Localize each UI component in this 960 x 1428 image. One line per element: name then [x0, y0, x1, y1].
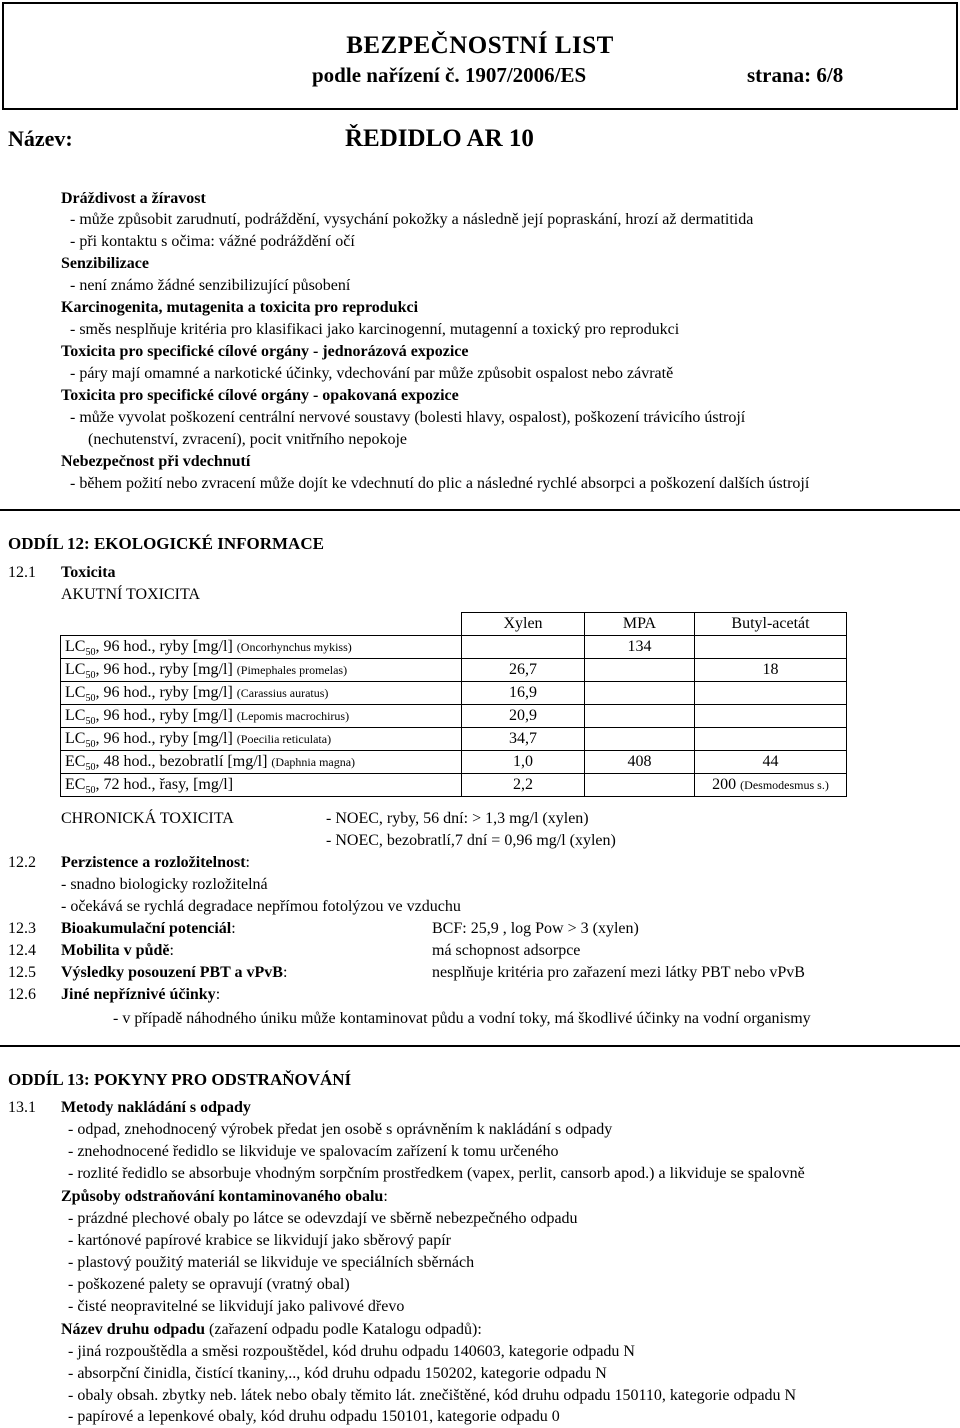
section-12-2-number: 12.2 — [8, 854, 36, 871]
bioaccumulation-value: BCF: 25,9 , log Pow > 3 (xylen) — [432, 920, 639, 937]
value-xylen — [462, 774, 585, 797]
section-12-2-title: Perzistence a rozložitelnost — [61, 854, 246, 871]
section-12-6-colon: : — [215, 986, 221, 1003]
waste-code-3: - obaly obsah. zbytky neb. látek nebo obaly těmito lát. znečištěné, kód druhu odpadu 150110, kategorie odpadu N — [68, 1387, 797, 1404]
waste-type-heading: Název druhu odpadu — [61, 1321, 206, 1338]
table-row — [61, 751, 847, 774]
packaging-heading: Způsoby odstraňování kontaminovaného obalu — [61, 1188, 384, 1205]
persistence-line-2: - očekává se rychlá degradace nepřímou fotolýzou ve vzduchu — [61, 898, 461, 915]
column-header-butyl-acetate: Butyl-acetát — [695, 613, 847, 636]
value-xylen — [462, 636, 585, 659]
value-note: (Desmodesmus s.) — [740, 778, 829, 792]
endpoint-prefix: LC — [65, 661, 86, 678]
value-text: 1,0 — [513, 753, 533, 770]
section-12-heading: ODDÍL 12: EKOLOGICKÉ INFORMACE — [8, 534, 324, 553]
endpoint-subscript: 50 — [85, 762, 96, 774]
chronic-toxicity-label: CHRONICKÁ TOXICITA — [61, 810, 234, 827]
waste-code-1: - jiná rozpouštědla a směsi rozpouštědel, kód druhu odpadu 140603, kategorie odpadu N — [68, 1343, 635, 1360]
aspiration-heading: Nebezpečnost při vdechnutí — [61, 453, 251, 470]
waste-type-heading-wrap — [61, 1319, 482, 1341]
irritation-line-1: - může způsobit zarudnutí, podráždění, vysychání pokožky a následně její popraskání, hrozí až dermatitida — [70, 211, 754, 228]
value-mpa — [585, 751, 695, 774]
waste-method-3: - rozlité ředidlo se absorbuje vhodným sorpčním prostředkem (vapex, perlit, cansorb apod.) a likviduje se spalovně — [68, 1165, 805, 1182]
section-12-6-title-wrap — [61, 984, 220, 1006]
section-13-heading: ODDÍL 13: POKYNY PRO ODSTRAŇOVÁNÍ — [8, 1070, 352, 1089]
mobility-value: má schopnost adsorpce — [432, 942, 581, 959]
column-header-xylen: Xylen — [462, 613, 585, 636]
endpoint-description: , 96 hod., ryby [mg/l] — [95, 730, 237, 747]
endpoint-subscript: 50 — [85, 647, 96, 659]
section-12-4-number: 12.4 — [8, 942, 36, 959]
endpoint-subscript: 50 — [85, 670, 96, 682]
value-mpa — [585, 774, 695, 797]
endpoint-species: (Pimephales promelas) — [236, 663, 348, 677]
table-row — [61, 636, 847, 659]
table-row — [61, 728, 847, 751]
cmr-heading: Karcinogenita, mutagenita a toxicita pro reprodukci — [61, 299, 419, 316]
endpoint-description: , 96 hod., ryby [mg/l] — [95, 684, 237, 701]
endpoint-description: , 96 hod., ryby [mg/l] — [95, 638, 237, 655]
endpoint-cell — [61, 659, 462, 682]
section-12-3-title-wrap — [61, 918, 236, 940]
section-12-4-colon: : — [169, 942, 174, 959]
endpoint-prefix: EC — [65, 753, 86, 770]
waste-method-2: - znehodnocené ředidlo se likviduje ve spalovacím zařízení k tomu určeného — [68, 1143, 559, 1160]
value-text: 20,9 — [509, 707, 537, 724]
section-12-2-title-wrap — [61, 852, 250, 874]
table-row — [61, 774, 847, 797]
endpoint-description: , 96 hod., ryby [mg/l] — [95, 661, 237, 678]
section-12-4-title: Mobilita v půdě — [61, 942, 170, 959]
other-effects-line-1: - v případě náhodného úniku může kontaminovat půdu a vodní toky, má škodlivé účinky na vodní organismy — [113, 1010, 811, 1027]
endpoint-prefix: LC — [65, 730, 86, 747]
endpoint-cell — [61, 705, 462, 728]
acute-toxicity-label: AKUTNÍ TOXICITA — [61, 586, 200, 603]
stot-single-heading: Toxicita pro specifické cílové orgány - jednorázová expozice — [61, 343, 469, 360]
value-butyl-acetate — [695, 751, 847, 774]
value-mpa — [585, 659, 695, 682]
packaging-heading-colon: : — [383, 1188, 388, 1205]
value-text: 44 — [762, 753, 779, 770]
value-text: 34,7 — [509, 730, 537, 747]
packaging-heading-wrap — [61, 1186, 388, 1208]
value-butyl-acetate — [695, 728, 847, 751]
stot-repeated-line-1: - může vyvolat poškození centrální nervové soustavy (bolesti hlavy, ospalost), poškození trávicího ústrojí — [70, 409, 746, 426]
endpoint-cell — [61, 728, 462, 751]
table-row — [61, 682, 847, 705]
section-12-3-colon: : — [231, 920, 236, 937]
value-xylen — [462, 659, 585, 682]
section-12-6-title: Jiné nepříznivé účinky — [61, 986, 216, 1003]
section-divider — [0, 1045, 960, 1047]
waste-code-2: - absorpční činidla, čistící tkaniny,.., kód druhu odpadu 150202, kategorie odpadu N — [68, 1365, 607, 1382]
section-12-5-colon: : — [282, 964, 288, 981]
endpoint-prefix: LC — [65, 684, 86, 701]
section-12-3-title: Bioakumulační potenciál — [61, 920, 232, 937]
value-butyl-acetate — [695, 682, 847, 705]
regulation-reference: podle nařízení č. 1907/2006/ES — [312, 63, 587, 87]
value-mpa — [585, 682, 695, 705]
endpoint-species: (Lepomis macrochirus) — [236, 709, 350, 723]
endpoint-description: , 96 hod., ryby [mg/l] — [95, 707, 237, 724]
packaging-line-4: - poškozené palety se opravují (vratný obal) — [68, 1276, 350, 1293]
packaging-line-2: - kartónové papírové krabice se likvidují jako sběrový papír — [68, 1232, 451, 1249]
value-mpa — [585, 636, 695, 659]
section-12-5-number: 12.5 — [8, 964, 36, 981]
waste-type-note: (zařazení odpadu podle Katalogu odpadů): — [205, 1321, 482, 1338]
chronic-line-2: - NOEC, bezobratlí,7 dní = 0,96 mg/l (xylen) — [326, 832, 616, 849]
value-butyl-acetate — [695, 659, 847, 682]
product-name-label: Název: — [8, 126, 73, 151]
irritation-heading: Dráždivost a žíravost — [61, 190, 206, 207]
sensitization-heading: Senzibilizace — [61, 255, 149, 272]
sensitization-line-1: - není známo žádné senzibilizující působení — [70, 277, 351, 294]
value-text: 26,7 — [509, 661, 537, 678]
endpoint-description: , 72 hod., řasy, [mg/l] — [95, 776, 234, 793]
table-row — [61, 705, 847, 728]
section-12-4-title-wrap — [61, 940, 174, 962]
waste-method-1: - odpad, znehodnocený výrobek předat jen osobě s oprávněním k nakládání s odpady — [68, 1121, 613, 1138]
value-mpa — [585, 728, 695, 751]
page-number: strana: 6/8 — [747, 63, 844, 87]
table-corner-cell — [61, 613, 462, 636]
section-13-1-number: 13.1 — [8, 1099, 36, 1116]
waste-code-4: - papírové a lepenkové obaly, kód druhu odpadu 150101, kategorie odpadu 0 — [68, 1408, 560, 1425]
endpoint-prefix: LC — [65, 638, 86, 655]
value-butyl-acetate — [695, 774, 847, 797]
value-xylen — [462, 751, 585, 774]
packaging-line-5: - čisté neopravitelné se likvidují jako palivové dřevo — [68, 1298, 405, 1315]
irritation-line-2: - při kontaktu s očima: vážné podráždění očí — [70, 233, 355, 250]
value-mpa — [585, 705, 695, 728]
document-title: BEZPEČNOSTNÍ LIST — [346, 32, 614, 59]
table-header-row — [61, 613, 847, 636]
table-row — [61, 659, 847, 682]
section-12-1-title: Toxicita — [61, 564, 116, 581]
endpoint-subscript: 50 — [85, 716, 96, 728]
endpoint-species: (Carassius auratus) — [236, 686, 329, 700]
value-xylen — [462, 728, 585, 751]
section-divider — [0, 509, 960, 511]
value-text: 18 — [762, 661, 779, 678]
packaging-line-1: - prázdné plechové obaly po látce se odevzdají ve sběrně nebezpečného odpadu — [68, 1210, 578, 1227]
value-xylen — [462, 682, 585, 705]
value-text: 2,2 — [513, 776, 533, 793]
section-13-1-title: Metody nakládání s odpady — [61, 1099, 251, 1116]
value-xylen — [462, 705, 585, 728]
value-text: 200 — [712, 776, 741, 793]
value-text: 408 — [627, 753, 652, 770]
endpoint-description: , 48 hod., bezobratlí [mg/l] — [95, 753, 272, 770]
section-12-2-colon: : — [245, 854, 250, 871]
section-12-5-title: Výsledky posouzení PBT a vPvB — [61, 964, 283, 981]
stot-single-line-1: - páry mají omamné a narkotické účinky, vdechování par může způsobit ospalost nebo závratě — [70, 365, 674, 382]
endpoint-cell — [61, 774, 462, 797]
product-name: ŘEDIDLO AR 10 — [345, 125, 534, 152]
header-box — [2, 2, 958, 110]
endpoint-species: (Poecilia reticulata) — [236, 732, 332, 746]
section-12-3-number: 12.3 — [8, 920, 36, 937]
cmr-line-1: - směs nesplňuje kritéria pro klasifikaci jako karcinogenní, mutagenní a toxický pro reprodukci — [70, 321, 680, 338]
endpoint-prefix: LC — [65, 707, 86, 724]
endpoint-species: (Daphnia magna) — [271, 755, 356, 769]
acute-toxicity-table — [60, 612, 847, 797]
section-12-5-title-wrap — [61, 962, 287, 984]
aspiration-line-1: - během požití nebo zvracení může dojít ke vdechnutí do plic a následné rychlé absorpci a poškození dalších ústrojí — [70, 475, 810, 492]
endpoint-prefix: EC — [65, 776, 86, 793]
persistence-line-1: - snadno biologicky rozložitelná — [61, 876, 268, 893]
endpoint-cell — [61, 636, 462, 659]
pbt-assessment-value: nesplňuje kritéria pro zařazení mezi látky PBT nebo vPvB — [432, 964, 805, 981]
endpoint-subscript: 50 — [85, 693, 96, 705]
stot-repeated-heading: Toxicita pro specifické cílové orgány - opakovaná expozice — [61, 387, 459, 404]
stot-repeated-line-2: (nechutenství, zvracení), pocit vnitřního nepokoje — [88, 431, 408, 448]
value-text: 134 — [627, 638, 652, 655]
section-12-1-number: 12.1 — [8, 564, 36, 581]
chronic-line-1: - NOEC, ryby, 56 dní: > 1,3 mg/l (xylen) — [326, 810, 589, 827]
value-butyl-acetate — [695, 705, 847, 728]
value-butyl-acetate — [695, 636, 847, 659]
endpoint-subscript: 50 — [85, 785, 96, 797]
value-text: 16,9 — [509, 684, 537, 701]
endpoint-species: (Oncorhynchus mykiss) — [236, 640, 352, 654]
packaging-line-3: - plastový použitý materiál se likviduje ve speciálních sběrnách — [68, 1254, 475, 1271]
endpoint-cell — [61, 682, 462, 705]
section-12-6-number: 12.6 — [8, 986, 36, 1003]
column-header-mpa: MPA — [585, 613, 695, 636]
endpoint-subscript: 50 — [85, 739, 96, 751]
endpoint-cell — [61, 751, 462, 774]
